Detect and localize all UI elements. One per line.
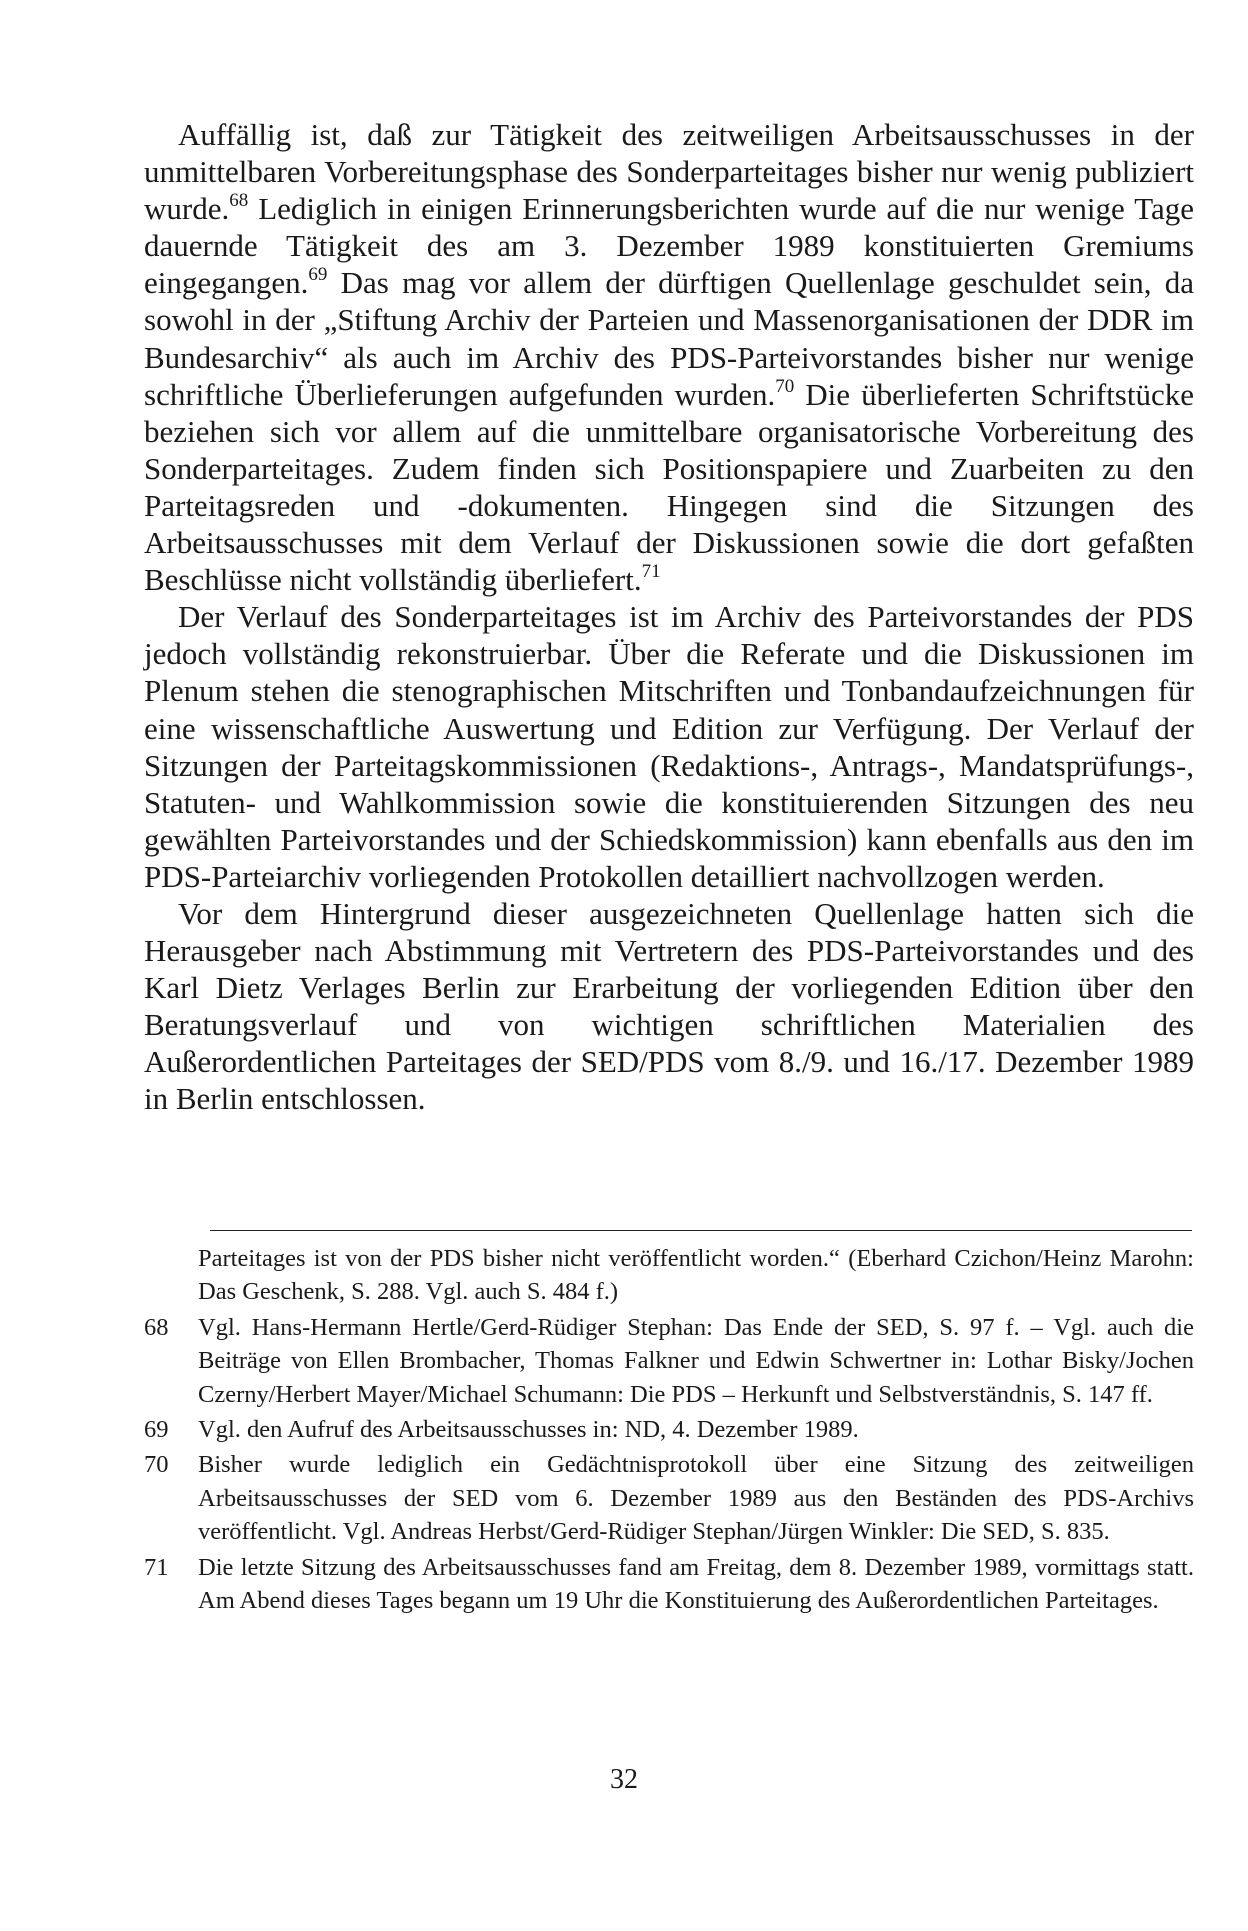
footnote-continuation: Parteitages ist von der PDS bisher nicht veröffentlicht worden.“ (Eberhard Czichon/Heinz Marohn: Das Geschenk, S. 288. Vgl. auch S. 484 f.) [198, 1245, 1194, 1306]
footnote-68 [144, 1311, 1194, 1411]
footnote-text: Vgl. Hans-Hermann Hertle/Gerd-Rüdiger Stephan: Das Ende der SED, S. 97 f. – Vgl. auch die Beiträge von Ellen Brombacher, Thomas Falkner und Edwin Schwertner in: Lothar Bisky/Jochen Czerny/Herbert Mayer/Michael Schumann: Die PDS – Herkunft und Selbstverständnis, S. 147 ff. [198, 1313, 1194, 1408]
footnote-number: 69 [144, 1416, 169, 1444]
paragraph-1-part-d: Die überlieferten Schriftstücke beziehen sich vor allem auf die unmittelbare organisatorische Vorbereitung des Sonderparteitages. Zudem finden sich Positionspapiere und Zuarbeiten zu den Parteitagsreden und -dokumenten. Hingegen sind die Sitzungen des Arbeitsausschusses mit dem Verlauf der Diskussionen sowie die dort gefaßten Beschlüsse nicht vollständig überliefert. [144, 376, 1194, 598]
footnote-text: Die letzte Sitzung des Arbeitsausschusses fand am Freitag, dem 8. Dezember 1989, vormittags statt. Am Abend dieses Tages begann um 19 Uhr die Konstituierung des Außerordentlichen Parteitages. [198, 1553, 1194, 1615]
footnote-number: 71 [144, 1553, 169, 1581]
body-text [144, 116, 1194, 1118]
footnote-number: 70 [144, 1451, 169, 1479]
footnotes [144, 1242, 1194, 1619]
paragraph-3: Vor dem Hintergrund dieser ausgezeichneten Quellenlage hatten sich die Herausgeber nach Abstimmung mit Vertretern des PDS-Parteivorstandes und des Karl Dietz Verlages Berlin zur Erarbeitung der vorliegenden Edition über den Beratungsverlauf und von wichtigen schriftlichen Materialien des Außerordentlichen Parteitages der SED/PDS vom 8./9. und 16./17. Dezember 1989 in Berlin entschlossen. [144, 895, 1194, 1117]
footnote-71 [144, 1551, 1194, 1618]
footnote-70 [144, 1448, 1194, 1548]
paragraph-2: Der Verlauf des Sonderparteitages ist im Archiv des Parteivorstandes der PDS jedoch vollständig rekonstruierbar. Über die Referate und die Diskussionen im Plenum stehen die stenographischen Mitschriften und Tonbandaufzeichnungen für eine wissenschaftliche Auswertung und Edition zur Verfügung. Der Verlauf der Sitzungen der Parteitagskommissionen (Redaktions-, Antrags-, Mandatsprüfungs-, Statuten- und Wahlkommission sowie die konstituierenden Sitzungen des neu gewählten Parteivorstandes und der Schiedskommission) kann ebenfalls aus den im PDS-Parteiarchiv vorliegenden Protokollen detailliert nachvollzogen werden. [144, 599, 1194, 894]
footnote-text: Bisher wurde lediglich ein Gedächtnisprotokoll über eine Sitzung des zeitweiligen Arbeitsausschusses der SED vom 6. Dezember 1989 aus den Beständen des PDS-Archivs veröffentlicht. Vgl. Andreas Herbst/Gerd-Rüdiger Stephan/Jürgen Winkler: Die SED, S. 835. [198, 1451, 1194, 1546]
page-number: 32 [610, 1764, 638, 1795]
footnote-text: Vgl. den Aufruf des Arbeitsausschusses in: ND, 4. Dezember 1989. [198, 1416, 859, 1444]
paragraph-1-part-a: Auffällig ist, daß zur Tätigkeit des zeitweiligen Arbeitsausschusses in der unmittelbaren Vorbereitungsphase des Sonderparteitages bisher nur wenig publiziert wurde. [144, 117, 1194, 227]
footnote-69 [144, 1413, 1194, 1446]
paragraph-1-part-b: Lediglich in einigen Erinnerungsberichten wurde auf die nur wenige Tage dauernde Tätigkeit des am 3. Dezember 1989 konstituierten Gremiums eingegangen. [144, 191, 1194, 301]
footnote-number: 68 [144, 1313, 169, 1341]
footnote-separator [210, 1230, 1192, 1231]
footnote-ref-70: 70 [775, 375, 795, 397]
footnote-ref-71: 71 [641, 561, 661, 583]
paragraph-1 [144, 116, 1194, 598]
footnote-ref-69: 69 [308, 264, 328, 286]
paragraph-1-part-c: Das mag vor allem der dürftigen Quellenlage geschuldet sein, da sowohl in der „Stiftung Archiv der Parteien und Massenorganisationen der DDR im Bundesarchiv“ als auch im Archiv des PDS-Parteivorstandes bisher nur wenige schriftliche Überlieferungen aufgefunden wurden. [144, 265, 1194, 412]
footnote-ref-68: 68 [229, 190, 249, 212]
